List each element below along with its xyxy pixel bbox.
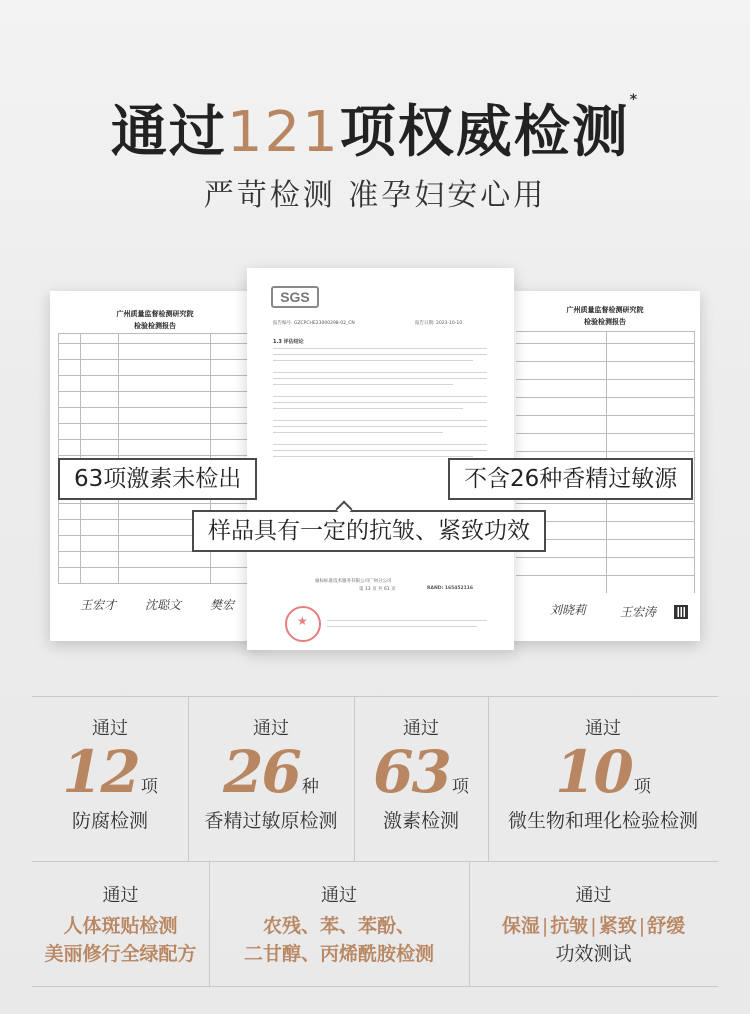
test-stats-grid: [32, 696, 718, 987]
stat-efficacy-test: [469, 861, 718, 986]
report-title: 广州质量监督检测研究院: [116, 309, 194, 318]
highlight-line-2: 二甘醇、丙烯酰胺检测: [243, 943, 434, 965]
report-subtitle: 检验检测报告: [584, 317, 626, 326]
official-seal-icon: [285, 606, 321, 642]
report-number: 报告编号: GZCPCHE23000298-02_CN: [273, 321, 355, 326]
report-date: 报告日期: 2023-10-10: [415, 321, 463, 326]
pass-label: 通过: [403, 718, 439, 739]
page-info: 第 13 页 共 61 页: [359, 587, 396, 592]
qr-code-icon: [674, 605, 688, 619]
stat-hormone: [354, 696, 488, 861]
stat-microbial: [488, 696, 718, 861]
callout-efficacy: 样品具有一定的抗皱、紧致功效: [192, 510, 546, 552]
stat-label: 功效测试: [555, 943, 632, 965]
subtitle: 严苛检测 准孕妇安心用: [203, 178, 547, 213]
pass-label: 通过: [585, 718, 621, 739]
stat-label: 激素检测: [382, 810, 459, 832]
stat-fragrance: [188, 696, 354, 861]
pass-label: 通过: [92, 718, 128, 739]
rand-code: RAND: 165452116: [427, 586, 473, 591]
callout-hormones: 63项激素未检出: [58, 458, 257, 500]
signature-2: 沈聪文: [145, 598, 182, 612]
title-number: 121: [226, 100, 340, 165]
stat-label: 防腐检测: [71, 810, 148, 832]
sgs-logo: SGS: [271, 286, 319, 308]
stat-label: 微生物和理化检验检测: [507, 810, 698, 832]
stat-patch-test: [32, 861, 209, 986]
pass-label: 通过: [253, 718, 289, 739]
stat-value: 63 项: [373, 738, 469, 806]
stat-value: 26 种: [223, 738, 319, 806]
page-title: [0, 88, 750, 168]
signature-1: 刘晓莉: [550, 603, 587, 617]
pass-label: 通过: [102, 885, 139, 906]
signature-2: 王宏涛: [620, 605, 657, 619]
report-subtitle: 检验检测报告: [134, 321, 176, 330]
report-title: 广州质量监督检测研究院: [566, 305, 644, 314]
title-footnote-mark: *: [629, 92, 640, 108]
stat-residue-test: [209, 861, 469, 986]
title-prefix: 通过: [110, 100, 227, 165]
highlight-line-2: 美丽修行全绿配方: [44, 943, 197, 965]
title-suffix: 项权威检测: [339, 100, 630, 165]
highlight-line-1: 人体斑贴检测: [63, 915, 178, 937]
signature-3: 樊宏: [210, 598, 235, 612]
pass-label: 通过: [321, 885, 357, 906]
section-heading: 1.3 评估结论: [273, 339, 304, 345]
signature-1: 王宏才: [80, 598, 117, 612]
stat-value: 10 项: [555, 738, 651, 806]
efficacy-items: 保湿 | 抗皱 | 紧致 | 舒缓: [501, 915, 686, 937]
callout-fragrance-allergens: 不含26种香精过敏源: [448, 458, 693, 500]
stat-label: 香精过敏原检测: [204, 810, 338, 832]
footer-company: 通标标准技术服务有限公司广州分公司: [315, 579, 392, 584]
pass-label: 通过: [575, 885, 612, 906]
stat-preservative: [32, 696, 188, 861]
stat-value: 12 项: [62, 738, 158, 806]
highlight-line-1: 农残、苯、苯酚、: [262, 915, 415, 937]
